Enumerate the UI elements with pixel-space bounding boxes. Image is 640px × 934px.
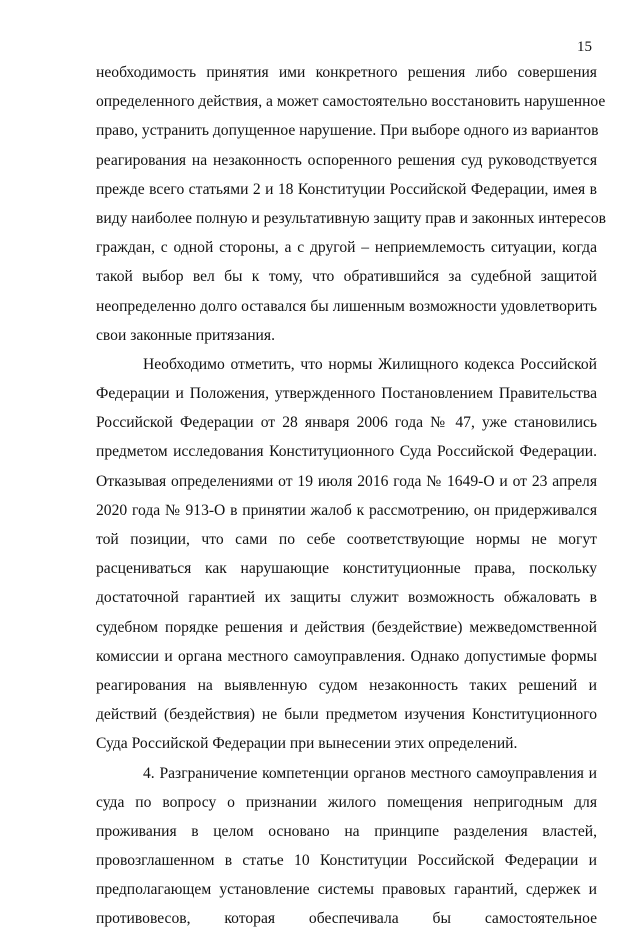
text-line: расцениваться как нарушающие конституционные права, поскольку (96, 560, 597, 578)
text-line: суда по вопросу о признании жилого помещения непригодным для (96, 793, 597, 811)
text-line: право, устранить допущенное нарушение. При выборе одного из вариантов (96, 122, 599, 140)
text-line: реагирования на незаконность оспоренного решения суд руководствуется (96, 151, 597, 169)
text-line: достаточной гарантией их защиты служит возможность обжаловать в (96, 589, 597, 607)
text-line: предполагающем установление системы правовых гарантий, сдержек и (96, 881, 597, 899)
text-line: действий (бездействия) не были предметом изучения Конституционного (96, 706, 597, 724)
text-line: проживания в целом основано на принципе разделения властей, (96, 822, 597, 840)
text-line: Суда Российской Федерации при вынесении этих определений. (96, 735, 518, 753)
text-line: противовесов, которая обеспечивала бы самостоятельное (96, 910, 597, 928)
text-line: реагирования на выявленную судом незаконность таких решений и (96, 676, 597, 694)
text-line: судебном порядке решения и действия (бездействие) межведомственной (96, 618, 597, 636)
text-line: Федерации и Положения, утвержденного Постановлением Правительства (96, 385, 597, 403)
text-line: свои законные притязания. (96, 326, 275, 344)
text-line: прежде всего статьями 2 и 18 Конституции Российской Федерации, имея в (96, 180, 597, 198)
text-line: предметом исследования Конституционного Суда Российской Федерации. (96, 443, 597, 461)
page-number: 15 (577, 39, 592, 55)
text-line: определенного действия, а может самостоятельно восстановить нарушенное (96, 93, 606, 111)
text-line: неопределенно долго оставался бы лишенным возможности удовлетворить (96, 297, 597, 315)
text-line: 4. Разграничение компетенции органов местного самоуправления и (143, 764, 597, 782)
text-line: комиссии и органа местного самоуправления. Однако допустимые формы (96, 647, 597, 665)
text-line: виду наиболее полную и результативную защиту прав и законных интересов (96, 209, 606, 227)
text-line: провозглашенном в статье 10 Конституции Российской Федерации и (96, 852, 597, 870)
document-body (96, 58, 606, 934)
text-line: Отказывая определениями от 19 июля 2016 года № 1649-О и от 23 апреля (96, 472, 597, 490)
text-line: 2020 года № 913-О в принятии жалоб к рассмотрению, он придерживался (96, 501, 597, 519)
text-line: граждан, с одной стороны, а с другой – неприемлемость ситуации, когда (96, 239, 597, 257)
paragraph-3 (96, 759, 597, 934)
text-line: Российской Федерации от 28 января 2006 года № 47, уже становились (96, 414, 597, 432)
paragraph-2 (96, 350, 597, 759)
paragraph-1 (96, 58, 606, 350)
text-line: Необходимо отметить, что нормы Жилищного кодекса Российской (143, 355, 597, 373)
text-line: той позиции, что сами по себе соответствующие нормы не могут (96, 531, 597, 548)
text-line: такой выбор вел бы к тому, что обратившийся за судебной защитой (96, 268, 597, 286)
text-line: необходимость принятия ими конкретного решения либо совершения (96, 64, 597, 81)
